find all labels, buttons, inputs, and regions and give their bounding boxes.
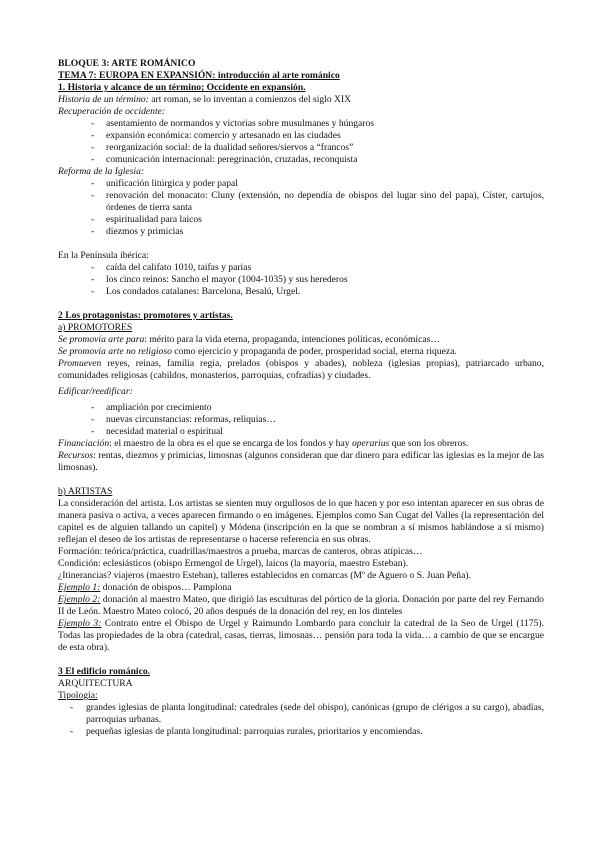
list-item: - nuevas circunstancias: reformas, reliquias…: [91, 414, 544, 426]
list-item: - necesidad material o espiritual: [91, 426, 544, 438]
list-item: - grandes iglesias de planta longitudinal: catedrales (sede del obispo), canónicas (grupo de clérigos a su cargo), abadías, parroquias urbanas.: [70, 702, 544, 726]
list-item: - Los condados catalanes: Barcelona, Besalú, Urgel.: [91, 286, 544, 298]
theme-title: TEMA 7: EUROPA EN EXPANSIÓN: introducción al arte románico: [58, 70, 340, 81]
no-religioso-label: Se promovía arte no religioso: [58, 346, 172, 357]
financiacion-paragraph: [58, 438, 544, 450]
tipologia-label: Tipología:: [58, 690, 98, 701]
arquitectura-heading: ARQUITECTURA: [58, 678, 133, 689]
promueven-label: Promueven: [58, 358, 102, 369]
ejemplo-3: [58, 618, 544, 654]
list-item: - renovación del monacato: Cluny (extensión, no dependía de obispos del lugar sino del papa), Císter, cartujos, órdenes de tierra santa: [91, 190, 544, 214]
artistas-title: b) ARTISTAS: [58, 486, 113, 497]
list-item: - unificación litúrgica y poder papal: [91, 178, 544, 190]
section-1-title: 1. Historia y alcance de un término; Occidente en expansión.: [58, 82, 306, 93]
promueven-paragraph: [58, 358, 544, 382]
ejemplo-1: [58, 582, 544, 594]
list-item: - diezmos y primicias: [91, 226, 544, 238]
ejemplo-2: [58, 594, 544, 618]
edificar-label: Edificar/reedificar:: [58, 386, 133, 397]
reforma-list: [58, 178, 544, 238]
list-item: - espiritualidad para laicos: [91, 214, 544, 226]
promueven-text: reyes, reinas, familia regia, prelados (obispos y abades), nobleza (iglesias propias), patriarcado urbano, comunidades religiosas (cabildos, monasterios, parroquias, cofradías) y ciudades.: [58, 358, 544, 381]
list-item: - comunicación internacional: peregrinación, cruzadas, reconquista: [91, 154, 544, 166]
ejemplo-3-label: Ejemplo 3:: [58, 618, 102, 629]
recursos-paragraph: [58, 450, 544, 474]
ejemplo-2-label: Ejemplo 2:: [58, 594, 101, 605]
financiacion-text: : el maestro de la obra es el que se encarga de los fondos y hay: [109, 438, 352, 449]
ejemplo-2-text: donación al maestro Mateo, que dirigió las esculturas del pórtico de la gloria. Donación por parte del rey Fernando II de León. Maestro Mateo colocó, 20 años después de la donación del rey, en los dinteles: [58, 594, 544, 617]
recursos-text: : rentas, diezmos y primicias, limosnas (algunos consideran que dar dinero para edificar las iglesias es la mejor de las limosnas).: [58, 450, 544, 473]
financiacion-label: Financiación: [58, 438, 110, 449]
formacion-paragraph: Formación: teórica/práctica, cuadrillas/maestros a prueba, marcas de canteros, obras atípicas…: [58, 546, 423, 557]
section-2-title: 2 Los protagonistas: promotores y artistas.: [58, 310, 233, 321]
list-item: - pequeñas iglesias de planta longitudinal: parroquias rurales, prioritarios y encomiendas.: [70, 726, 544, 738]
financiacion-text-end: que son los obreros.: [389, 438, 469, 449]
historia-label: Historia de un término:: [58, 94, 149, 105]
list-item: - asentamiento de normandos y victorias sobre musulmanes y húngaros: [91, 118, 544, 130]
no-religioso-text: como ejercicio y propaganda de poder, prosperidad social, eterna riqueza.: [171, 346, 457, 357]
operarius-term: operarius: [351, 438, 390, 449]
section-3-title: 3 El edificio románico.: [58, 666, 151, 677]
list-item: - ampliación por crecimiento: [91, 402, 544, 414]
peninsula-list: [58, 262, 544, 298]
itinerancias-paragraph: ¿Itinerancias? viajeros (maestro Esteban), talleres establecidos en comarcas (Mº de Aguero o S. Juan Peña).: [58, 570, 471, 581]
arte-para-text: : mérito para la vida eterna, propaganda, intenciones políticas, económicas…: [144, 334, 440, 345]
reforma-label: Reforma de la Iglesia:: [58, 166, 145, 177]
block-title: BLOQUE 3: ARTE ROMÁNICO: [58, 58, 196, 69]
ejemplo-3-text: Contrato entre el Obispo de Urgel y Raimundo Lombardo para concluir la catedral de la Seo de Urgel (1175). Todas las propiedades de la obra (catedral, casas, tierras, limosnas… pensión para toda la vida… a cambio de que se encargue de esta obra).: [58, 618, 544, 653]
historia-paragraph: [58, 94, 544, 106]
recuperacion-list: [58, 118, 544, 166]
promotores-title: a) PROMOTORES: [58, 322, 133, 333]
peninsula-label: En la Península ibérica:: [58, 250, 149, 261]
list-item: - los cinco reinos: Sancho el mayor (1004-1035) y sus herederos: [91, 274, 544, 286]
recuperacion-label: Recuperación de occidente:: [58, 106, 166, 117]
recursos-label: Recursos: [58, 450, 94, 461]
tipologia-list: [58, 702, 544, 738]
list-item: - caída del califato 1010, taifas y parias: [91, 262, 544, 274]
condicion-paragraph: Condición: eclesiásticos (obispo Ermengol de Urgel), laicos (la mayoría, maestro Esteban).: [58, 558, 409, 569]
arte-para-label: Se promovía arte para: [58, 334, 145, 345]
no-religioso-paragraph: [58, 346, 544, 358]
ejemplo-1-label: Ejemplo 1:: [58, 582, 101, 593]
list-item: - expansión económica: comercio y artesanado en las ciudades: [91, 130, 544, 142]
ejemplo-1-text: donación de obispos… Pamplona: [100, 582, 232, 593]
arte-para-paragraph: [58, 334, 544, 346]
edificar-list: [58, 402, 544, 438]
historia-text: art roman, se lo inventan a comienzos del siglo XIX: [148, 94, 352, 105]
document-page: [58, 58, 544, 738]
artistas-paragraph: La consideración del artista. Los artistas se sienten muy orgullosos de lo que hacen y por eso intentan aparecer en sus obras de manera pasiva o activa, a veces aparecen firmando o en imágenes. Ejemplos como San Cugat del Valles (la representación del capitel es de alguien tallando un capitel) y Módena (inscripción en la que se nombran a sí mismos hablándose a sí mismo) reflejan el deseo de los artistas de representarse o hacerse referencia en sus obras.: [58, 498, 544, 545]
list-item: - reorganización social: de la dualidad señores/siervos a “francos”: [91, 142, 544, 154]
